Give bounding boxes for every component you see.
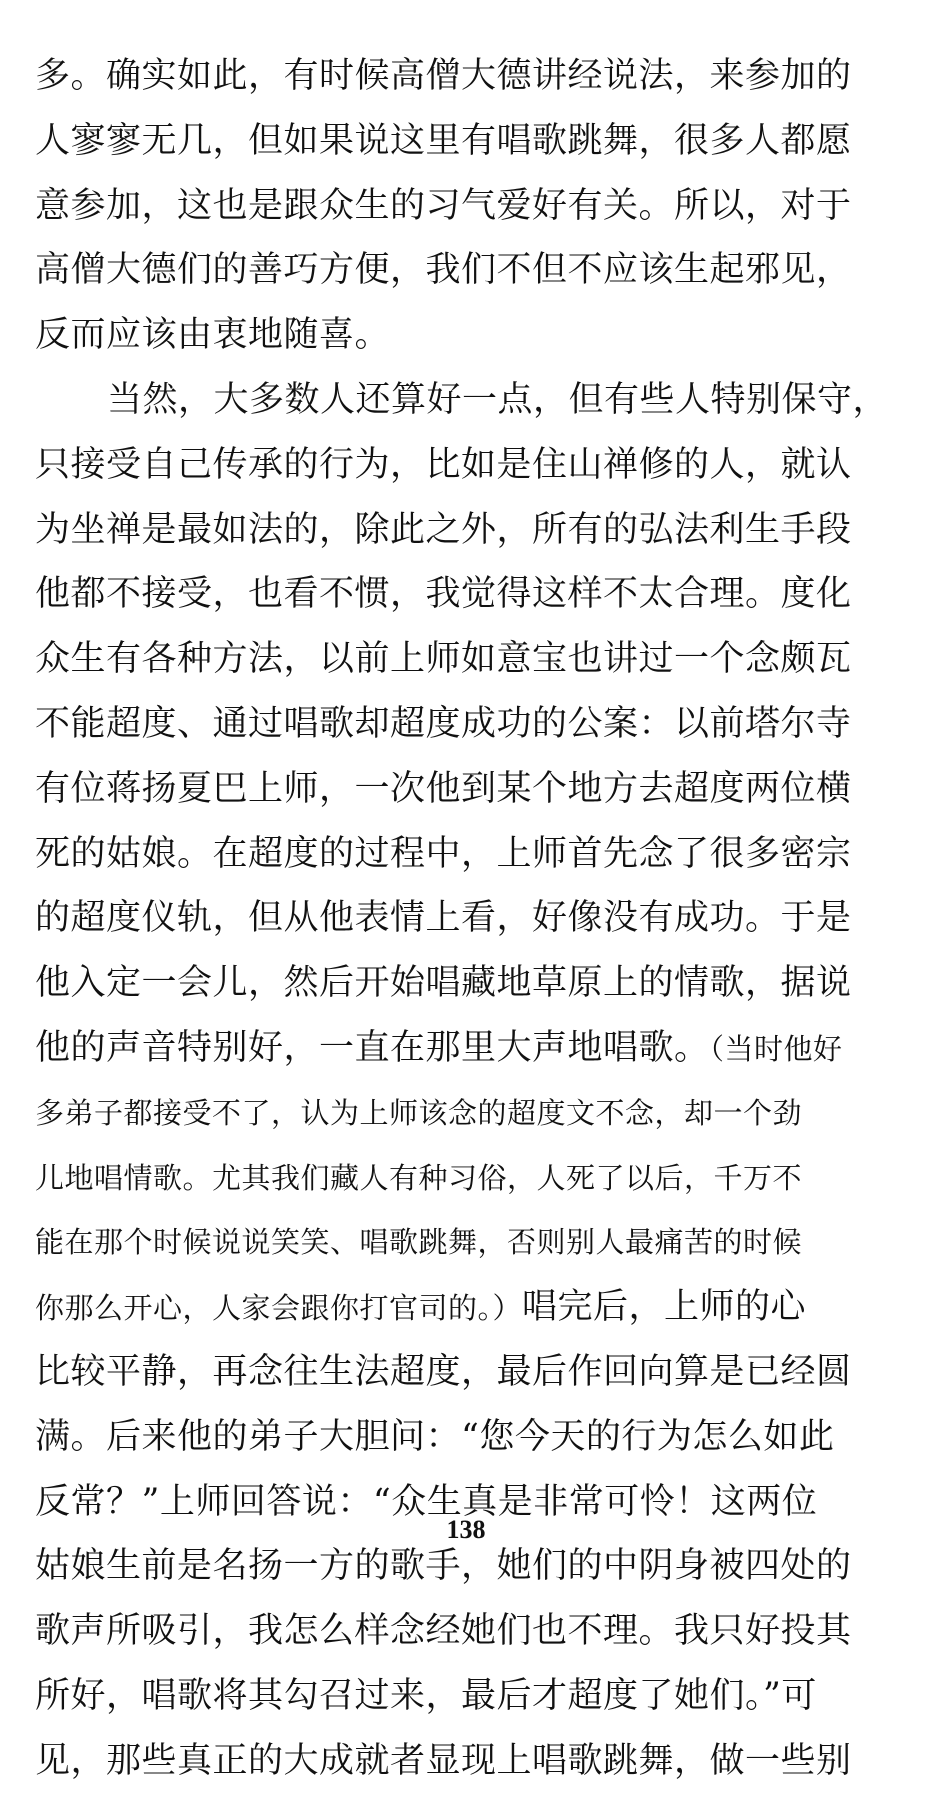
text-line: 的超度仪轨，但从他表情上看，好像没有成功。于是 (35, 898, 852, 939)
text-line: 反常？”上师回答说：“众生真是非常可怜！这两位 (35, 1481, 818, 1522)
text-line: 反而应该由衷地随喜。 (35, 315, 391, 356)
text-line: 所好，唱歌将其勾召过来，最后才超度了她们。”可 (35, 1675, 817, 1716)
text-line: 不能超度、通过唱歌却超度成功的公案：以前塔尔寺 (35, 703, 852, 744)
text-line: 只接受自己传承的行为，比如是住山禅修的人，就认 (35, 444, 852, 485)
text-line: 他入定一会儿，然后开始唱藏地草原上的情歌，据说 (35, 963, 852, 1004)
annotation-segment: 你那么开心，人家会跟你打官司的。） (35, 1291, 523, 1326)
text-segment: 他的声音特别好，一直在那里大声地唱歌。 (35, 1027, 710, 1068)
page-number: 138 (446, 1515, 486, 1544)
text-line: 多。确实如此，有时候高僧大德讲经说法，来参加的 (35, 56, 852, 96)
text-line: 有位蒋扬夏巴上师，一次他到某个地方去超度两位横 (35, 768, 852, 809)
text-line: 死的姑娘。在超度的过程中，上师首先念了很多密宗 (35, 833, 852, 874)
text-line: 高僧大德们的善巧方便，我们不但不应该生起邪见， (35, 250, 852, 291)
text-segment: 唱完后，上师的心 (522, 1287, 807, 1328)
text-line: 姑娘生前是名扬一方的歌手，她们的中阴身被四处的 (35, 1546, 852, 1587)
annotation-line: 儿地唱情歌。尤其我们藏人有种习俗，人死了以后，千万不 (35, 1160, 803, 1195)
text-line: 歌声所吸引，我怎么样念经她们也不理。我只好投其 (35, 1611, 852, 1652)
annotation-line: 多弟子都接受不了，认为上师该念的超度文不念，却一个劲 (35, 1095, 803, 1130)
text-line: 满。后来他的弟子大胆问：“您今天的行为怎么如此 (35, 1416, 835, 1457)
text-line: 人寥寥无几，但如果说这里有唱歌跳舞，很多人都愿 (35, 120, 852, 161)
paragraph-start-line: 当然，大多数人还算好一点，但有些人特别保守， (107, 379, 889, 420)
mixed-text-line (35, 1016, 861, 1081)
annotation-line: 能在那个时候说说笑笑、唱歌跳舞，否则别人最痛苦的时候 (35, 1225, 803, 1260)
text-line: 他都不接受，也看不惯，我觉得这样不太合理。度化 (35, 574, 852, 615)
text-line: 比较平静，再念往生法超度，最后作回向算是已经圆 (35, 1351, 852, 1392)
text-line: 见，那些真正的大成就者显现上唱歌跳舞，做一些别 (35, 1740, 852, 1781)
text-line: 众生有各种方法，以前上师如意宝也讲过一个念颇瓦 (35, 639, 852, 680)
annotation-segment: （当时他好 (709, 1031, 843, 1066)
mixed-text-line (35, 1275, 861, 1340)
text-line: 意参加，这也是跟众生的习气爱好有关。所以，对于 (35, 185, 852, 226)
text-line: 为坐禅是最如法的，除此之外，所有的弘法利生手段 (35, 509, 852, 550)
